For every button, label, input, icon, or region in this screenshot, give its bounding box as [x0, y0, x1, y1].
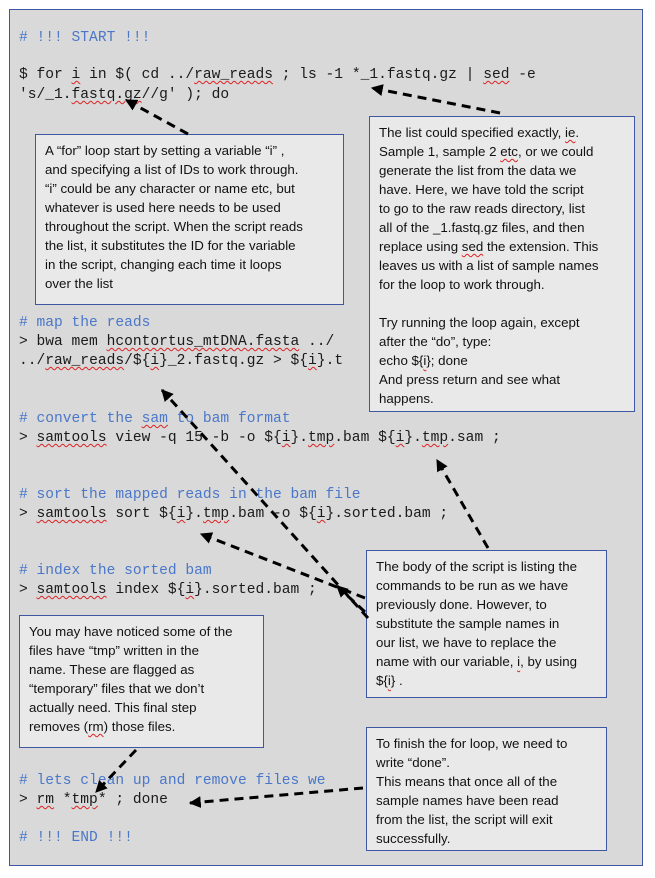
code-map-comment: # map the reads: [19, 315, 151, 331]
code-convert-comment: # convert the sam to bam format: [19, 411, 291, 427]
note-body: The body of the script is listing the commands to be run as we have previously done. However, to substitute the sample names in our list, we have to replace the name with our variable, i, by using ${i} .: [366, 550, 607, 698]
code-sort-line: > samtools sort ${i}.tmp.bam -o ${i}.sorted.bam ;: [19, 506, 449, 522]
code-index-comment: # index the sorted bam: [19, 563, 212, 579]
code-cleanup-line: > rm *tmp* ; done: [19, 792, 168, 808]
note-for-loop: A “for” loop start by setting a variable “i” , and specifying a list of IDs to work through. “i” could be any character or name etc, but whatever is used here needs to be used throughout the script. When the script reads the list, it substitutes the ID for the variable in the script, changing each time it loops over the list: [35, 134, 344, 305]
code-map-line-2: ../raw_reads/${i}_2.fastq.gz > ${i}.t: [19, 353, 344, 369]
code-end-comment: # !!! END !!!: [19, 830, 133, 846]
code-for-line-2: 's/_1.fastq.gz//g' ); do: [19, 87, 230, 103]
note-done: To finish the for loop, we need to write “done”. This means that once all of the sample names have been read from the list, the script will exit successfully.: [366, 727, 607, 851]
code-index-line: > samtools index ${i}.sorted.bam ;: [19, 582, 317, 598]
note-list: The list could specified exactly, ie. Sample 1, sample 2 etc, or we could generate the list from the data we have. Here, we have told the script to go to the raw reads directory, list all of the _1.fastq.gz files, and then replace using sed the extension. This leaves us with a list of sample names for the loop to work through. Try running the loop again, except after the “do”, type: echo ${i}; done And press return and see what happens.: [369, 116, 635, 412]
code-sort-comment: # sort the mapped reads in the bam file: [19, 487, 361, 503]
code-start-comment: # !!! START !!!: [19, 30, 151, 46]
code-map-line-1: > bwa mem hcontortus_mtDNA.fasta ../: [19, 334, 335, 350]
note-tmp: You may have noticed some of the files have “tmp” written in the name. These are flagged as “temporary” files that we don’t actually need. This final step removes (rm) those files.: [19, 615, 264, 748]
code-convert-line: > samtools view -q 15 -b -o ${i}.tmp.bam ${i}.tmp.sam ;: [19, 430, 501, 446]
code-for-line-1: $ for i in $( cd ../raw_reads ; ls -1 *_1.fastq.gz | sed -e: [19, 67, 536, 83]
code-cleanup-comment: # lets clean up and remove files we: [19, 773, 326, 789]
